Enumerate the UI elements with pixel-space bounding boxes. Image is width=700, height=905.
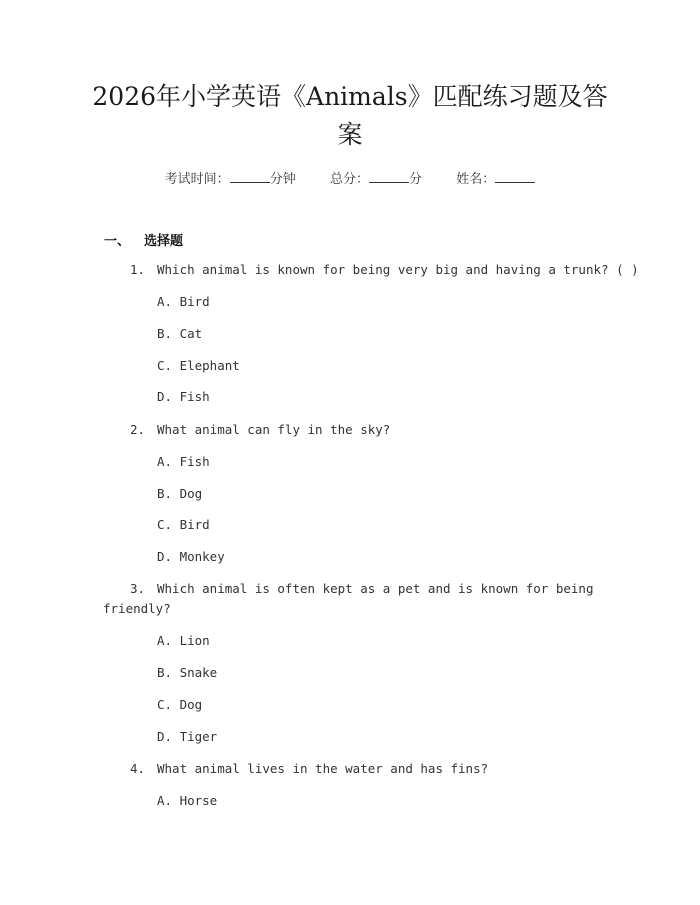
exam-info-line	[0, 168, 700, 187]
question-text: Which animal is known for being very big and having a trunk? ( )	[157, 262, 639, 277]
question-1	[130, 262, 639, 277]
question-3	[130, 581, 594, 596]
question-4	[130, 761, 488, 776]
option-2a: A. Fish	[157, 454, 210, 469]
option-3c: C. Dog	[157, 697, 203, 712]
section-title: 选择题	[144, 234, 184, 249]
question-number: 1.	[130, 262, 146, 277]
question-text: What animal lives in the water and has fins?	[157, 761, 489, 776]
score-blank	[369, 170, 409, 183]
option-3a: A. Lion	[157, 633, 210, 648]
time-unit: 分钟	[269, 172, 296, 187]
time-blank	[230, 170, 270, 183]
question-number: 3.	[130, 581, 146, 596]
name-label: 姓名：	[456, 172, 496, 187]
section-number: 一、	[104, 234, 131, 249]
option-1b: B. Cat	[157, 326, 203, 341]
question-text-line1: Which animal is often kept as a pet and is known for being	[157, 581, 594, 596]
section-heading	[104, 230, 183, 249]
option-3b: B. Snake	[157, 665, 218, 680]
question-number: 2.	[130, 422, 146, 437]
option-1a: A. Bird	[157, 294, 210, 309]
option-1d: D. Fish	[157, 389, 210, 404]
option-2b: B. Dog	[157, 486, 203, 501]
option-1c: C. Elephant	[157, 358, 240, 373]
question-text: What animal can fly in the sky?	[157, 422, 391, 437]
score-unit: 分	[409, 172, 423, 187]
option-4a: A. Horse	[157, 793, 218, 808]
option-3d: D. Tiger	[157, 729, 218, 744]
name-blank	[495, 170, 535, 183]
option-2c: C. Bird	[157, 517, 210, 532]
time-label: 考试时间：	[164, 172, 230, 187]
question-3-continuation: friendly?	[103, 601, 171, 616]
question-number: 4.	[130, 761, 146, 776]
page-title: 2026年小学英语《Animals》匹配练习题及答案	[92, 82, 608, 149]
option-2d: D. Monkey	[157, 549, 225, 564]
score-label: 总分：	[329, 172, 369, 187]
question-2	[130, 422, 390, 437]
